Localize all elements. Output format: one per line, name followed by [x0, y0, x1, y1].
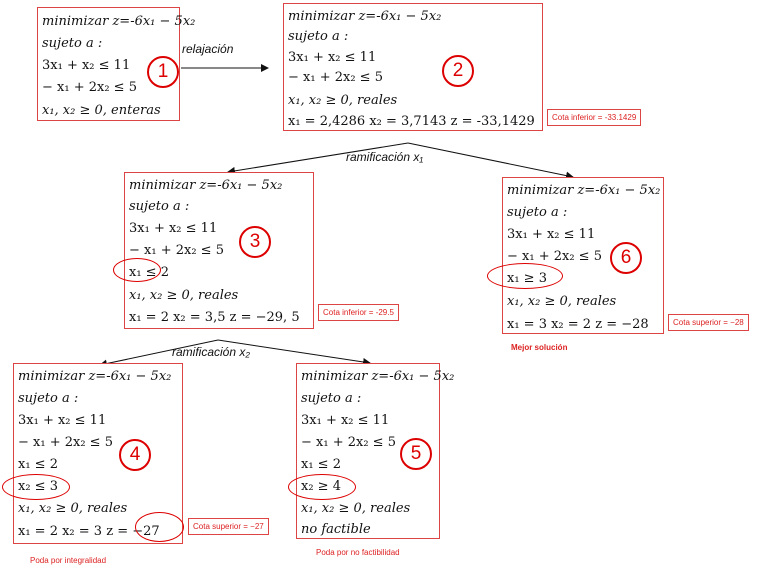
node-1 — [37, 7, 196, 121]
prune-integrality-label: Poda por integralidad — [30, 556, 107, 565]
domain-constraint: x₁, x₂ ≥ 0, enteras — [42, 103, 161, 118]
edge-label-ramificacion-x2: ramificación x₂ — [172, 345, 250, 359]
constraint: − x₁ + 2x₂ ≤ 5 — [129, 243, 224, 258]
domain-constraint: x₁, x₂ ≥ 0, reales — [18, 501, 128, 516]
node-number: 5 — [400, 438, 432, 470]
constraint: 3x₁ + x₂ ≤ 11 — [288, 50, 377, 65]
solution: x₁ = 2 x₂ = 3 z = −27 — [18, 524, 160, 539]
node-number: 2 — [442, 55, 474, 87]
bound-note-2: Cota inferior = -33.1429 — [547, 109, 641, 126]
edge-label-ramificacion-x1: ramificación x₁ — [346, 150, 424, 164]
constraint: 3x₁ + x₂ ≤ 11 — [507, 227, 596, 242]
objective: minimizar z=-6x₁ − 5x₂ — [42, 14, 196, 29]
solution: x₁ = 2 x₂ = 3,5 z = −29, 5 — [129, 310, 300, 325]
solution: x₁ = 3 x₂ = 2 z = −28 — [507, 317, 649, 332]
node-number: 4 — [119, 439, 151, 471]
node-number: 6 — [610, 242, 642, 274]
branch-constraint: x₁ ≤ 2 — [129, 265, 169, 280]
domain-constraint: x₁, x₂ ≥ 0, reales — [288, 93, 398, 108]
branch-highlight — [2, 474, 70, 500]
branch-constraint: x₁ ≥ 3 — [507, 271, 547, 286]
constraint: 3x₁ + x₂ ≤ 11 — [129, 221, 218, 236]
branch-highlight — [288, 474, 356, 500]
constraint: − x₁ + 2x₂ ≤ 5 — [301, 435, 396, 450]
node-5 — [296, 363, 455, 539]
constraint: − x₁ + 2x₂ ≤ 5 — [42, 80, 137, 95]
node-3 — [124, 172, 314, 329]
node-number: 1 — [147, 56, 179, 88]
solution: x₁ = 2,4286 x₂ = 3,7143 z = -33,1429 — [288, 114, 535, 129]
constraint: − x₁ + 2x₂ ≤ 5 — [507, 249, 602, 264]
infeasible-label: no factible — [301, 522, 371, 537]
constraint: 3x₁ + x₂ ≤ 11 — [301, 413, 390, 428]
branch-highlight — [113, 258, 161, 282]
node-6 — [502, 177, 664, 334]
subject-to: sujeto a : — [301, 391, 362, 406]
subject-to: sujeto a : — [288, 29, 349, 44]
objective: minimizar z=-6x₁ − 5x₂ — [301, 369, 455, 384]
branch-highlight — [487, 263, 563, 289]
branch-constraint: x₁ ≤ 2 — [18, 457, 58, 472]
best-solution-label: Mejor solución — [511, 343, 568, 352]
domain-constraint: x₁, x₂ ≥ 0, reales — [507, 294, 617, 309]
node-number: 3 — [239, 226, 271, 258]
prune-infeasibility-label: Poda por no factibilidad — [316, 548, 400, 557]
subject-to: sujeto a : — [507, 205, 568, 220]
bound-note-4: Cota superior = −27 — [188, 518, 269, 535]
objective: minimizar z=-6x₁ − 5x₂ — [288, 9, 442, 24]
branch-constraint: x₂ ≥ 4 — [301, 479, 341, 494]
constraint: − x₁ + 2x₂ ≤ 5 — [18, 435, 113, 450]
subject-to: sujeto a : — [129, 199, 190, 214]
bound-note-3: Cota inferior = -29.5 — [318, 304, 399, 321]
node-2 — [283, 3, 543, 131]
branch-constraint: x₁ ≤ 2 — [301, 457, 341, 472]
domain-constraint: x₁, x₂ ≥ 0, reales — [129, 288, 239, 303]
objective-highlight — [135, 512, 184, 542]
constraint: 3x₁ + x₂ ≤ 11 — [42, 58, 131, 73]
objective: minimizar z=-6x₁ − 5x₂ — [18, 369, 172, 384]
constraint: 3x₁ + x₂ ≤ 11 — [18, 413, 107, 428]
edge-2-6 — [408, 143, 573, 177]
domain-constraint: x₁, x₂ ≥ 0, reales — [301, 501, 411, 516]
objective: minimizar z=-6x₁ − 5x₂ — [129, 178, 283, 193]
objective: minimizar z=-6x₁ − 5x₂ — [507, 183, 661, 198]
subject-to: sujeto a : — [42, 36, 103, 51]
constraint: − x₁ + 2x₂ ≤ 5 — [288, 70, 383, 85]
bound-note-6: Cota superior = −28 — [668, 314, 749, 331]
edge-label-relajacion: relajación — [182, 42, 234, 56]
branch-constraint: x₂ ≤ 3 — [18, 479, 58, 494]
subject-to: sujeto a : — [18, 391, 79, 406]
